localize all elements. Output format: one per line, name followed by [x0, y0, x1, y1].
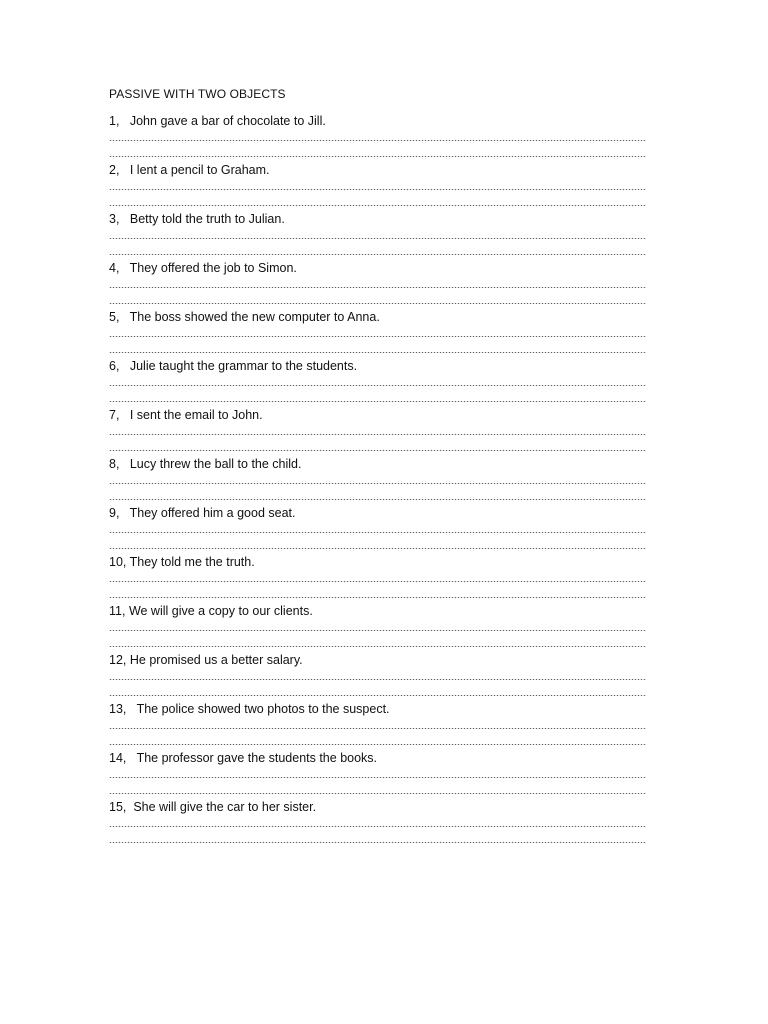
question-text-line [109, 799, 646, 816]
question-item [109, 603, 646, 652]
answer-dotted-line[interactable] [109, 375, 646, 391]
question-sentence: I sent the email to John. [129, 408, 263, 422]
question-number: 9, [109, 506, 120, 520]
question-sentence: John gave a bar of chocolate to Jill. [129, 114, 326, 128]
question-number: 8, [109, 457, 120, 471]
question-text-line [109, 358, 646, 375]
question-item [109, 260, 646, 309]
question-sentence: Julie taught the grammar to the students. [129, 359, 358, 373]
question-item [109, 162, 646, 211]
question-text-line [109, 603, 646, 620]
answer-dotted-line[interactable] [109, 326, 646, 342]
answer-dotted-line[interactable] [109, 424, 646, 440]
question-text-line [109, 113, 646, 130]
answer-dotted-line[interactable] [109, 587, 646, 603]
question-text-line [109, 407, 646, 424]
answer-dotted-line[interactable] [109, 293, 646, 309]
question-sentence: She will give the car to her sister. [133, 800, 317, 814]
question-number: 14, [109, 751, 127, 765]
answer-dotted-line[interactable] [109, 130, 646, 146]
question-item [109, 113, 646, 162]
question-sentence: Betty told the truth to Julian. [129, 212, 285, 226]
question-item [109, 652, 646, 701]
worksheet [109, 86, 646, 848]
question-number: 6, [109, 359, 120, 373]
question-item [109, 799, 646, 848]
answer-dotted-line[interactable] [109, 685, 646, 701]
question-sentence: We will give a copy to our clients. [128, 604, 313, 618]
question-text-line [109, 554, 646, 571]
answer-dotted-line[interactable] [109, 620, 646, 636]
question-number: 5, [109, 310, 120, 324]
answer-dotted-line[interactable] [109, 473, 646, 489]
question-number: 2, [109, 163, 120, 177]
question-item [109, 701, 646, 750]
question-text-line [109, 260, 646, 277]
question-item [109, 554, 646, 603]
answer-dotted-line[interactable] [109, 342, 646, 358]
answer-dotted-line[interactable] [109, 179, 646, 195]
question-item [109, 309, 646, 358]
question-number: 1, [109, 114, 120, 128]
question-item [109, 750, 646, 799]
answer-dotted-line[interactable] [109, 244, 646, 260]
question-item [109, 456, 646, 505]
answer-dotted-line[interactable] [109, 571, 646, 587]
answer-dotted-line[interactable] [109, 277, 646, 293]
question-text-line [109, 652, 646, 669]
answer-dotted-line[interactable] [109, 767, 646, 783]
question-item [109, 211, 646, 260]
question-number: 11, [109, 604, 126, 618]
question-text-line [109, 750, 646, 767]
question-item [109, 358, 646, 407]
answer-dotted-line[interactable] [109, 391, 646, 407]
question-number: 3, [109, 212, 120, 226]
answer-dotted-line[interactable] [109, 489, 646, 505]
answer-dotted-line[interactable] [109, 783, 646, 799]
answer-dotted-line[interactable] [109, 734, 646, 750]
question-sentence: They offered the job to Simon. [129, 261, 297, 275]
question-sentence: They told me the truth. [129, 555, 255, 569]
question-sentence: The boss showed the new computer to Anna. [129, 310, 380, 324]
answer-dotted-line[interactable] [109, 832, 646, 848]
question-text-line [109, 162, 646, 179]
question-text-line [109, 309, 646, 326]
question-text-line [109, 505, 646, 522]
question-sentence: He promised us a better salary. [129, 653, 303, 667]
answer-dotted-line[interactable] [109, 816, 646, 832]
answer-dotted-line[interactable] [109, 669, 646, 685]
question-number: 13, [109, 702, 127, 716]
question-sentence: Lucy threw the ball to the child. [129, 457, 302, 471]
worksheet-title: PASSIVE WITH TWO OBJECTS [109, 87, 286, 101]
answer-dotted-line[interactable] [109, 538, 646, 554]
answer-dotted-line[interactable] [109, 718, 646, 734]
answer-dotted-line[interactable] [109, 195, 646, 211]
answer-dotted-line[interactable] [109, 636, 646, 652]
question-number: 4, [109, 261, 120, 275]
question-number: 10, [109, 555, 127, 569]
answer-dotted-line[interactable] [109, 146, 646, 162]
question-sentence: The professor gave the students the books. [136, 751, 378, 765]
question-item [109, 407, 646, 456]
question-number: 15, [109, 800, 127, 814]
question-number: 7, [109, 408, 120, 422]
question-text-line [109, 701, 646, 718]
question-sentence: They offered him a good seat. [129, 506, 296, 520]
question-sentence: I lent a pencil to Graham. [129, 163, 270, 177]
answer-dotted-line[interactable] [109, 522, 646, 538]
question-item [109, 505, 646, 554]
answer-dotted-line[interactable] [109, 440, 646, 456]
question-text-line [109, 211, 646, 228]
answer-dotted-line[interactable] [109, 228, 646, 244]
question-number: 12, [109, 653, 127, 667]
question-text-line [109, 456, 646, 473]
question-list [109, 113, 646, 848]
question-sentence: The police showed two photos to the suspect. [136, 702, 390, 716]
